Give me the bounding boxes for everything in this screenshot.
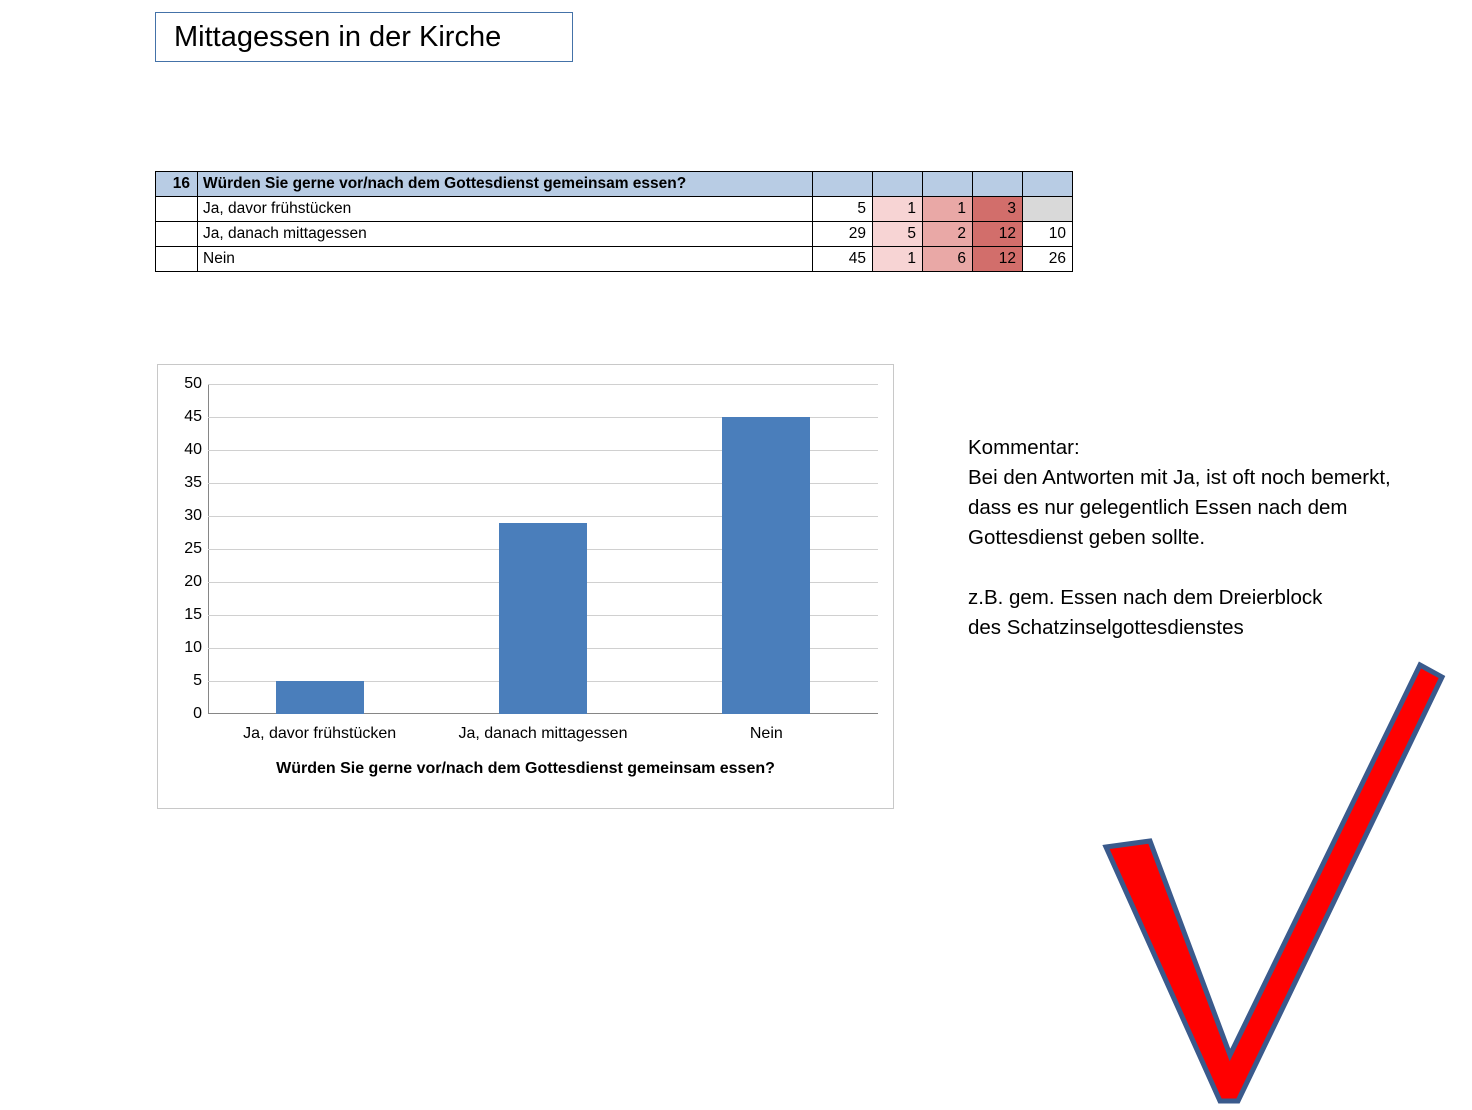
slide-title-box xyxy=(155,12,573,62)
table-row xyxy=(156,222,1073,247)
row-col4: 26 xyxy=(1023,247,1073,272)
row-col2: 1 xyxy=(923,197,973,222)
y-axis-tick-label: 45 xyxy=(184,408,202,425)
row-label: Nein xyxy=(198,247,813,272)
row-col3: 3 xyxy=(973,197,1023,222)
chart-bar xyxy=(499,523,587,714)
row-index-cell xyxy=(156,222,198,247)
row-index-cell xyxy=(156,247,198,272)
x-axis-tick-label: Ja, davor frühstücken xyxy=(243,725,397,742)
row-col3: 12 xyxy=(973,247,1023,272)
row-total: 29 xyxy=(813,222,873,247)
header-col1-cell xyxy=(873,172,923,197)
comment-line-1: Bei den Antworten mit Ja, ist oft noch bemerkt, xyxy=(968,466,1391,489)
row-label: Ja, davor frühstücken xyxy=(198,197,813,222)
table-row xyxy=(156,197,1073,222)
row-col3: 12 xyxy=(973,222,1023,247)
row-label: Ja, danach mittagessen xyxy=(198,222,813,247)
y-axis-tick-label: 40 xyxy=(184,441,202,458)
checkmark-icon xyxy=(1090,655,1460,1105)
chart-bar xyxy=(276,681,364,714)
row-total: 5 xyxy=(813,197,873,222)
y-axis-tick-label: 30 xyxy=(184,507,202,524)
row-col2: 6 xyxy=(923,247,973,272)
comment-line-3: Gottesdienst geben sollte. xyxy=(968,526,1206,549)
y-axis-tick-label: 50 xyxy=(184,375,202,392)
comment-line-2: dass es nur gelegentlich Essen nach dem xyxy=(968,496,1348,519)
survey-data-table xyxy=(155,171,1073,272)
bar-chart xyxy=(157,364,894,809)
y-axis-tick-label: 35 xyxy=(184,474,202,491)
x-axis-tick-label: Nein xyxy=(749,725,783,742)
chart-bar xyxy=(722,417,810,714)
y-axis-tick-label: 5 xyxy=(193,672,202,689)
header-col4-cell xyxy=(1023,172,1073,197)
header-col2-cell xyxy=(923,172,973,197)
row-index-cell xyxy=(156,197,198,222)
row-col1: 1 xyxy=(873,197,923,222)
x-axis-tick-label: Ja, danach mittagessen xyxy=(458,725,628,742)
row-col4 xyxy=(1023,197,1073,222)
table-header-row xyxy=(156,172,1073,197)
header-total-cell xyxy=(813,172,873,197)
comment-line-5: des Schatzinselgottesdienstes xyxy=(968,616,1244,639)
y-axis-tick-label: 15 xyxy=(184,606,202,623)
row-col1: 1 xyxy=(873,247,923,272)
chart-plot-area xyxy=(184,375,878,742)
row-col1: 5 xyxy=(873,222,923,247)
y-axis-tick-label: 20 xyxy=(184,573,202,590)
row-col2: 2 xyxy=(923,222,973,247)
y-axis-tick-label: 25 xyxy=(184,540,202,557)
comment-heading: Kommentar: xyxy=(968,436,1080,459)
question-text-cell: Würden Sie gerne vor/nach dem Gottesdienst gemeinsam essen? xyxy=(198,172,813,197)
chart-gridline xyxy=(208,384,878,385)
page-title: Mittagessen in der Kirche xyxy=(174,20,502,53)
question-number-cell: 16 xyxy=(156,172,198,197)
comment-spacer xyxy=(968,553,1458,583)
header-col3-cell xyxy=(973,172,1023,197)
y-axis-tick-label: 0 xyxy=(193,705,202,722)
y-axis-tick-label: 10 xyxy=(184,639,202,656)
chart-x-axis-title: Würden Sie gerne vor/nach dem Gottesdienst gemeinsam essen? xyxy=(276,760,775,777)
row-total: 45 xyxy=(813,247,873,272)
row-col4: 10 xyxy=(1023,222,1073,247)
comment-text-block xyxy=(968,433,1458,643)
table-row xyxy=(156,247,1073,272)
comment-line-4: z.B. gem. Essen nach dem Dreierblock xyxy=(968,586,1323,609)
